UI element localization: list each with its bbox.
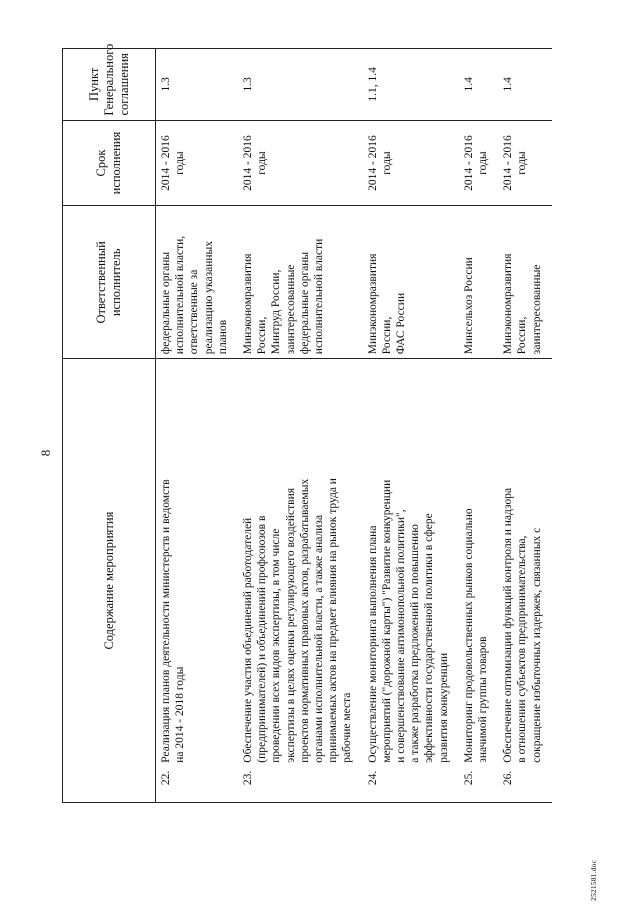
row-content-line: проектов нормативных правовых актов, разрабатываемых xyxy=(298,478,311,763)
row-term xyxy=(498,120,552,206)
row-content-line: Обеспечение участия объединений работодателей xyxy=(242,517,255,763)
document-code: 2521581.doc xyxy=(589,859,598,901)
row-responsible-line: заинтересованные xyxy=(284,264,297,355)
header-responsible-line: исполнитель xyxy=(109,248,123,317)
row-content-line: органами исполнительной власти, а также анализа xyxy=(313,514,326,763)
header-term xyxy=(63,120,156,206)
row-content xyxy=(459,359,498,767)
header-clause-line: Пункт xyxy=(86,67,101,101)
row-responsible-line: заинтересованные xyxy=(530,264,543,355)
table-row xyxy=(238,49,363,803)
header-responsible-lines xyxy=(94,211,124,355)
header-term-line: Срок xyxy=(94,149,108,177)
row-content-line: Осуществление мониторинга выполнения плана xyxy=(366,525,379,763)
row-content-line: а также разработка предложений по повышению xyxy=(409,524,422,763)
header-content: Содержание мероприятия xyxy=(63,359,156,803)
row-responsible-line: реализацию указанных xyxy=(202,240,215,355)
row-responsible-line: исполнительной власти xyxy=(313,238,326,355)
table-row xyxy=(459,49,498,803)
header-clause-lines xyxy=(86,43,132,116)
row-term-line: годы xyxy=(256,151,269,175)
table-row xyxy=(363,49,459,803)
page-number: 8 xyxy=(38,449,53,457)
row-content-line: развития конкуренции xyxy=(437,652,450,763)
row-responsible-line: России, xyxy=(256,316,269,355)
row-responsible-line: России, xyxy=(380,316,393,355)
row-content-line: проведении всех видов экспертизы, в том числе xyxy=(270,528,283,763)
row-clause: 1.4 xyxy=(498,49,552,121)
header-clause-line: Генерального xyxy=(101,43,116,116)
header-term-line: исполнения xyxy=(109,131,123,195)
row-responsible xyxy=(498,206,552,359)
row-content-line: сокращение избыточных издержек, связанных с xyxy=(530,527,543,763)
row-content-line: и совершенствование антимонопольной политики", xyxy=(395,509,408,763)
row-responsible xyxy=(459,206,498,359)
row-responsible-line: Минэкономразвития xyxy=(366,253,379,355)
row-clause: 1.3 xyxy=(156,49,239,121)
row-responsible xyxy=(363,206,459,359)
header-responsible xyxy=(63,206,156,359)
row-term-line: годы xyxy=(174,151,187,175)
row-responsible-line: Минэкономразвития xyxy=(242,253,255,355)
header-clause xyxy=(63,43,156,121)
row-clause: 1.1, 1.4 xyxy=(363,49,459,121)
row-term-line: 2014 - 2016 xyxy=(242,135,255,191)
measures-table xyxy=(62,43,552,803)
row-content-line: (предпринимателей) и объединений профсоюзов в xyxy=(256,515,269,763)
row-number: 22. xyxy=(156,767,239,803)
row-number: 24. xyxy=(363,767,459,803)
row-responsible xyxy=(156,206,239,359)
row-content-line: экспертизы в целях оценки регулирующего воздействия xyxy=(284,487,297,763)
row-responsible-line: Минэкономразвития xyxy=(502,253,515,355)
row-content-line: на 2014 - 2018 годы xyxy=(174,666,187,763)
row-content xyxy=(156,359,239,767)
table-row xyxy=(156,49,239,803)
row-number: 26. xyxy=(498,767,552,803)
row-clause: 1.4 xyxy=(459,49,498,121)
row-content-line: в отношении субъектов предпринимательства, xyxy=(516,535,529,763)
table-header-row xyxy=(63,49,156,803)
row-term-line: 2014 - 2016 xyxy=(462,135,475,191)
row-clause: 1.3 xyxy=(238,49,363,121)
table-row xyxy=(498,49,552,803)
row-term-line: 2014 - 2016 xyxy=(366,135,379,191)
row-content xyxy=(498,359,552,767)
row-responsible-line: Минтруд России, xyxy=(270,269,283,355)
row-content xyxy=(238,359,363,767)
header-responsible-line: Ответственный xyxy=(94,241,108,324)
row-content-line: значимой группы товаров xyxy=(477,636,490,763)
row-content xyxy=(363,359,459,767)
row-term-line: 2014 - 2016 xyxy=(502,135,515,191)
row-responsible xyxy=(238,206,363,359)
row-responsible-line: исполнительной власти, xyxy=(174,235,187,355)
row-term-line: годы xyxy=(516,151,529,175)
row-content-line: мероприятий ("дорожной карты") "Развитие конкуренции xyxy=(380,479,393,763)
row-content-line: Мониторинг продовольственных рынков социально xyxy=(462,508,475,763)
row-term xyxy=(363,120,459,206)
row-responsible-line: федеральные органы xyxy=(298,251,311,355)
row-responsible-line: ответственные за xyxy=(188,269,201,355)
row-content-line: Обеспечение оптимизации функций контроля и надзора xyxy=(502,487,515,763)
row-term-line: годы xyxy=(477,151,490,175)
row-content-line: Реализация планов деятельности министерств и ведомств xyxy=(160,479,172,763)
row-term xyxy=(156,120,239,206)
row-responsible-line: федеральные органы xyxy=(160,251,172,355)
row-term-line: годы xyxy=(380,151,393,175)
row-content-line: принимаемых актов на предмет влияния на рынок труда и xyxy=(327,478,340,763)
header-term-lines xyxy=(94,125,124,202)
row-term xyxy=(238,120,363,206)
row-responsible-line: Минсельхоз России xyxy=(462,257,475,355)
row-term-line: 2014 - 2016 xyxy=(160,135,172,191)
row-responsible-line: ФАС России xyxy=(395,292,408,355)
row-content-line: рабочие места xyxy=(341,692,354,763)
row-term xyxy=(459,120,498,206)
row-responsible-line: России, xyxy=(516,316,529,355)
row-content-line: эффективности государственной политики в сфере xyxy=(423,513,436,763)
header-clause-line: соглашения xyxy=(116,53,131,116)
row-number: 25. xyxy=(459,767,498,803)
row-number: 23. xyxy=(238,767,363,803)
row-responsible-line: планов xyxy=(216,319,229,355)
